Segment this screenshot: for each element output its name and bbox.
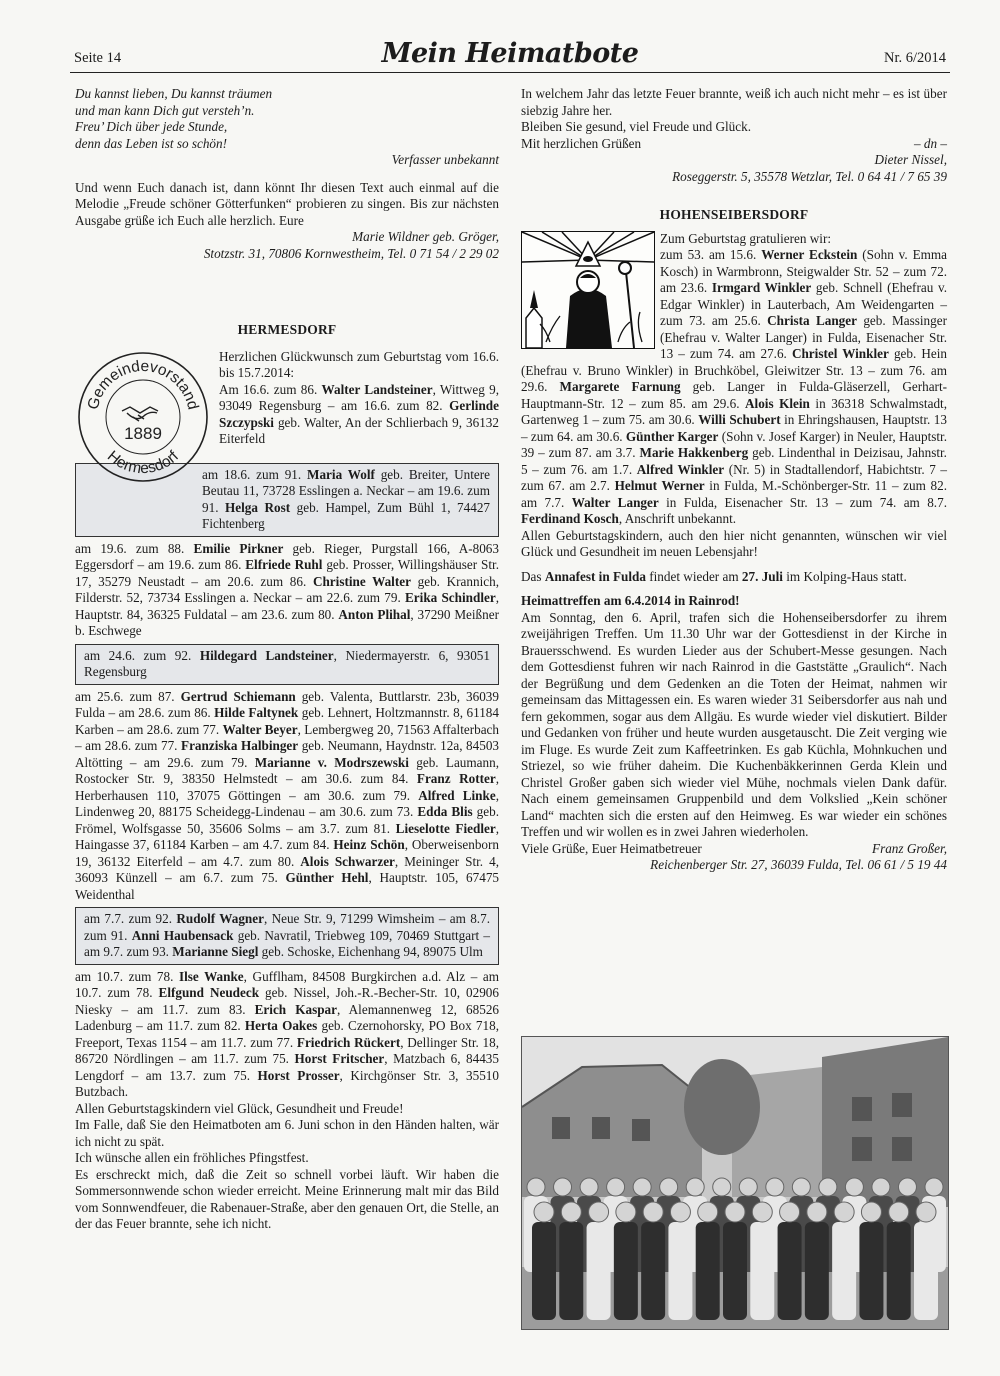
person-name: Erich Kaspar <box>254 1001 337 1017</box>
entry-text: geb. Hein (Ehefrau v. Bruno Winkler) in Bruchköbel, Gleiwitzer Str. 13 – zum 76. am 29.6. <box>521 346 947 394</box>
person <box>614 1222 638 1320</box>
entry-text: geb. Schnell (Ehefrau v. Edgar Winkler) in Lauterbach, Am Weidengarten – zum 73. am 25.6. <box>660 280 947 328</box>
person-head <box>616 1202 636 1222</box>
treffen-title: Heimattreffen am 6.4.2014 in Rainrod! <box>521 593 740 608</box>
person-head <box>792 1178 810 1196</box>
person-name: Christel Winkler <box>791 346 889 361</box>
memory-text: Es erschreckt mich, daß die Zeit so schnell vorbei läuft. Wir haben die Sommersonnwende schon wieder erreicht. Meine Erinnerung malt mir das Bild vom Sonnwendfeuer, die Rabenauer-Straße, aber den genauen Ort, die Stelle, an der das Feuer brannte, sehe ich nicht. <box>75 1166 499 1231</box>
person-head <box>925 1178 943 1196</box>
left-column <box>75 86 499 1233</box>
person-head <box>554 1178 572 1196</box>
highlight-box: am 18.6. zum 91. Maria Wolf geb. Breiter, Untere Beutau 11, 73728 Esslingen a. Neckar – am 19.6. zum 91. Helga Rost geb. Hampel, Zum Bühl 1, 74427 Fichtenberg <box>75 463 499 537</box>
poem-line: Freu’ Dich über jede Stunde, <box>75 119 228 134</box>
poem <box>75 86 499 169</box>
entry-text: , Lembergweg 20, 71563 Affalterbach – am 28.6. zum 77. <box>75 721 499 753</box>
person-name: Ferdinand Kosch <box>521 511 619 526</box>
person-name: Marie Hakkenberg <box>639 445 749 460</box>
person-head <box>698 1202 718 1222</box>
person-head <box>898 1178 916 1196</box>
issue-number: Nr. 6/2014 <box>883 50 946 66</box>
person-head <box>607 1178 625 1196</box>
treffen-report: Am Sonntag, den 6. April, trafen sich die Hohenseibersdorfer zu ihrem zweijährigen Treffen. Um 11.30 Uhr war der Gottesdienst in der Kirche in Brauersschwend. Es wurden Lieder aus der Schubert-Messe gesungen. Nach dem Gottesdienst fuhren wir nach Rainrod in die Gaststätte „Graulich“. Nach der Begrüßung und dem Gedenken an die Toten der Heimat, nahmen wir gemeinsam das Mittagessen ein. Es waren wieder 31 Seibersdorfer aus nah und fern gekommen, sogar aus dem Allgäu. Es wurde wieder viel diskutiert. Bilder und Gedanken von früher und heute wurden ausgetauscht. Die Zeit verging wie im Fluge. Es wurde Zeit zum Kaffeetrinken. Es gab Küchla, Mohnkuchen und Striezel, so wie früher daheim. Die Kuchenbäkkerinnen Gerda Klein und Christel Großer gaben sich wieder viel Mühe, nochmals vielen Dank dafür. Nach einem gemeinsamen Gruppenbild und dem Volkslied „Kein schöner Land“ machten sich die ersten auf den Heimweg. Es war wieder ein schönes Treffen und wir wollen es in zwei Jahren wiederholen. <box>521 609 947 839</box>
person-head <box>766 1178 784 1196</box>
entry-text: geb. Lindenthal in Deizisau, Jahnstr. 5 – zum 76. am 1.7. <box>521 445 947 477</box>
poem-line: denn das Leben ist so schön! <box>75 135 228 151</box>
person-head <box>872 1178 890 1196</box>
treffen-greeting: Viele Grüße, Euer Heimatbetreuer Franz Großer, <box>521 840 947 856</box>
intro-address: Stotzstr. 31, 70806 Kornwestheim, Tel. 0 71 54 / 2 29 02 <box>203 245 499 261</box>
person <box>832 1222 856 1320</box>
person-name: Heinz Schön <box>333 837 405 852</box>
entry-text: am 24.6. zum 92. <box>84 647 200 663</box>
heading-hermesdorf: HERMESDORF <box>237 322 337 337</box>
highlight-box <box>75 644 499 685</box>
hermesdorf-intro <box>75 348 499 477</box>
person-name: Alois Schwarzer <box>300 853 395 869</box>
entry-text: , Haingasse 37, 61184 Karben – am 4.7. zum 84. <box>75 820 499 852</box>
hohenseibersdorf-block <box>521 231 947 528</box>
person-name: Emilie Pirkner <box>193 540 284 556</box>
person-name: Christine Walter <box>312 573 411 589</box>
person-name: Annafest in Fulda <box>544 568 646 584</box>
entry-text: geb. Nissel, Joh.-R.-Becher-Str. 10, 02906 Niesky – am 11.7. zum 83. <box>75 985 499 1017</box>
person-name: Alfred Winkler <box>636 461 725 477</box>
page-number: Seite 14 <box>74 50 122 66</box>
entry-text: geb. Neumann, Haydnstr. 12a, 84503 Altötting – am 29.6. zum 79. <box>75 738 500 770</box>
entry-text: (Nr. 5) in Stadtallendorf, Habichtstr. 7 – zum 67. am 2.7. <box>521 461 947 493</box>
person-name: Franz Rotter <box>416 771 496 786</box>
note: Ich wünsche allen ein fröhliches Pfingstfest. <box>75 1150 309 1165</box>
person-head <box>589 1202 609 1222</box>
entry-text: , Oberweisenborn 19, 36132 Eiterfeld – am 4.7. zum 80. <box>75 837 499 869</box>
person <box>750 1222 774 1320</box>
birthday-list <box>75 689 499 904</box>
handshake-icon <box>122 407 158 421</box>
entry-text: , 37290 Meißner b. Eschwege <box>75 606 499 638</box>
entry-text: , Neue Str. 9, 71299 Wimsheim – am 8.7. zum 91. <box>84 911 490 943</box>
intro-text: Und wenn Euch danach ist, dann könnt Ihr diesen Text auch einmal auf die Melodie „Freude schöner Götterfunken“ probieren zu singen. Bis zur nächsten Ausgabe grüße ich Euch alle herzlich. Eure <box>75 179 499 228</box>
stamp-text-top: Gemeindevorstand <box>84 357 202 411</box>
person-name: Helmut Werner <box>614 478 705 493</box>
person-head <box>713 1178 731 1196</box>
note: Im Falle, daß Sie den Heimatboten am 6. Juni schon in den Händen halten, wär ich nicht zu spät. <box>75 1117 499 1149</box>
person <box>532 1222 556 1320</box>
person-name: Walter Langer <box>571 494 659 510</box>
poem-line: Du kannst lieben, Du kannst träumen <box>75 86 273 101</box>
person-name: Lieselotte Fiedler <box>395 820 496 836</box>
entry-text: , Alemannenweg 12, 68526 Ladenburg – am 11.7. zum 82. <box>75 1001 500 1033</box>
entry-text: zum 53. am 15.6. <box>660 247 762 262</box>
person-name: Rudolf Wagner <box>176 911 264 926</box>
entry-text: in Ehringshausen, Hauptstr. 13 – zum 64. am 30.6. <box>521 412 947 444</box>
closing-greeting: Mit herzlichen Grüßen – dn – <box>521 135 947 151</box>
person-head <box>780 1202 800 1222</box>
entry-text: , Matzbach 6, 84435 Lengdorf – am 13.7. zum 75. <box>75 1051 499 1083</box>
entry-text: geb. Langer in Fulda-Gläserzell, Gerhart-Hauptmann-Str. 12 – zum 85. am 29.6. <box>521 379 947 411</box>
birthday-list <box>75 969 499 1101</box>
person-name: Margarete Farnung <box>559 379 681 394</box>
person-name: Alfred Linke <box>418 787 496 803</box>
person-name: Christa Langer <box>767 313 857 328</box>
annafest-note <box>521 569 947 586</box>
person-head <box>527 1178 545 1196</box>
entry-text: am 7.7. zum 92. <box>84 911 177 926</box>
person <box>778 1222 802 1320</box>
person-head <box>916 1202 936 1222</box>
person <box>559 1222 583 1320</box>
person-name: Erika Schindler <box>405 590 496 605</box>
person-name: Horst Fritscher <box>294 1051 385 1066</box>
entry-text: geb. Czernohorsky, PO Box 718, Freeport, Texas 1154 – am 11.7. zum 77. <box>75 1018 499 1050</box>
person-name: Alois Klein <box>745 395 810 411</box>
entry-text: , Hauptstr. 84, 36325 Fuldatal – am 23.6. zum 80. <box>75 590 499 622</box>
person-head <box>643 1202 663 1222</box>
person-name: Gertrud Schiemann <box>180 688 296 704</box>
right-column <box>521 86 947 874</box>
person-head <box>845 1178 863 1196</box>
person <box>641 1222 665 1320</box>
person-name: Edda Blis <box>417 804 473 819</box>
person-name: Friedrich Rückert <box>296 1034 401 1050</box>
entry-text: (Sohn v. Emma Kosch) in Warmbronn, Steigwalder Str. 52 – zum 72. am 23.6. <box>660 247 948 295</box>
person-name: Marianne Siegl <box>172 944 259 959</box>
person <box>723 1222 747 1320</box>
entry-text: am 10.7. zum 78. <box>75 968 179 984</box>
intro-signature: Marie Wildner geb. Gröger, <box>352 229 499 244</box>
person-name: Hildegard Landsteiner <box>199 647 334 663</box>
highlight-box <box>75 907 499 965</box>
hermesdorf-first-entries: Am 16.6. zum 86. Walter Landsteiner, Wittweg 9, 93049 Regensburg – am 16.6. zum 82. Gerlinde Szczypski geb. Walter, An der Schlierbach 9, 36132 Eiterfeld <box>219 381 499 446</box>
person-name: Willi Schubert <box>698 412 781 427</box>
person-name: Günther Hehl <box>285 870 369 885</box>
stamp-text-bottom: Hermesdorf <box>103 447 183 477</box>
person-name: Franziska Halbinger <box>181 738 299 753</box>
entry-text: , Gufflham, 84508 Burgkirchen a.d. Alz – am 10.7. zum 78. <box>75 968 499 1000</box>
person-head <box>819 1178 837 1196</box>
entry-text: , Lindenweg 20, 88175 Scheidegg-Lindenau – am 30.6. zum 73. <box>75 787 500 819</box>
person <box>668 1222 692 1320</box>
entry-text: , Dellinger Str. 18, 86720 Nördlingen – am 11.7. zum 75. <box>75 1034 500 1066</box>
person-head <box>561 1202 581 1222</box>
person-head <box>686 1178 704 1196</box>
person-name: Anni Haubensack <box>131 927 234 943</box>
entry-text: am 19.6. zum 88. <box>75 540 194 556</box>
person-head <box>739 1178 757 1196</box>
person-head <box>633 1178 651 1196</box>
hermesdorf-greeting: Herzlichen Glückwunsch zum Geburtstag vom 16.6. bis 15.7.2014: <box>219 348 499 380</box>
poem-line: und man kann Dich gut versteh’n. <box>75 102 255 118</box>
person-head <box>670 1202 690 1222</box>
entry-text: , Herberhausen 110, 37075 Göttingen – am 30.6. zum 79. <box>75 771 499 803</box>
poem-author: Verfasser unbekannt <box>391 152 499 167</box>
entry-text: geb. Lehnert, Holtzmannstr. 8, 61184 Karben – am 28.6. zum 77. <box>75 705 499 737</box>
person-head <box>807 1202 827 1222</box>
person-name: Horst Prosser <box>257 1067 340 1083</box>
entry-text: geb. Rieger, Purgstall 166, A-8063 Eggersdorf – am 19.6. zum 86. <box>75 540 499 572</box>
entry-text: geb. Prosser, Willingshäuser Str. 17, 35279 Neustadt – am 20.6. zum 86. <box>75 557 500 589</box>
address-nissel: Roseggerstr. 5, 35578 Wetzlar, Tel. 0 64 41 / 7 65 39 <box>672 168 947 184</box>
entry-text: findet wieder am <box>645 568 742 584</box>
person-head <box>725 1202 745 1222</box>
person-head <box>534 1202 554 1222</box>
signature-nissel: Dieter Nissel, <box>874 152 947 167</box>
entry-text: in Fulda, Eisenacher Str. 13 – zum 74. am 8.7. <box>658 494 947 510</box>
person <box>859 1222 883 1320</box>
person-name: Herta Oakes <box>244 1018 318 1033</box>
stamp-year: 1889 <box>124 423 162 443</box>
address-grosser: Reichenberger Str. 27, 36039 Fulda, Tel. 06 61 / 5 19 44 <box>650 857 947 872</box>
person-head <box>889 1202 909 1222</box>
entry-text: , Meininger Str. 4, 36093 Künzell – am 6.7. zum 75. <box>75 853 499 885</box>
hohenseibersdorf-birthdays <box>521 231 947 528</box>
hohenseibersdorf-wishes: Allen Geburtstagskindern, auch den hier nicht genannten, wünschen wir viel Glück und Gesundheit im neuen Lebensjahr! <box>521 527 947 559</box>
birthday-list <box>75 541 499 640</box>
person <box>887 1222 911 1320</box>
entry-text: , Hauptstr. 105, 67475 Weidenthal <box>75 870 500 902</box>
person <box>914 1222 938 1320</box>
entry-text: geb. Navratil, Triebweg 109, 70469 Stuttgart – am 9.7. zum 93. <box>84 927 491 959</box>
entry-text: geb. Valenta, Buttlarstr. 23b, 36039 Fulda – am 28.6. zum 86. <box>75 688 499 720</box>
memory-continued: In welchem Jahr das letzte Feuer brannte, weiß ich auch nicht mehr – es ist über siebzig Jahre her. <box>521 86 947 118</box>
person-head <box>752 1202 772 1222</box>
intro-line: Zum Geburtstag gratulieren wir: <box>660 230 832 246</box>
entry-text: geb. Massinger (Ehefrau v. Walter Langer) in Fulda, Eisenacher Str. 13 – zum 74. am 27.6. <box>660 313 947 361</box>
wishes: Allen Geburtstagskindern viel Glück, Gesundheit und Freude! <box>75 1100 404 1116</box>
entry-text: geb. Schoske, Eichenhang 94, 89075 Ulm <box>258 944 483 959</box>
person <box>805 1222 829 1320</box>
person-name: Irmgard Winkler <box>711 280 812 295</box>
entry-text: in Fulda, M.-Schönberger-Str. 11 – zum 82. am 7.7. <box>521 478 947 510</box>
masthead: Mein Heimatbote <box>381 38 639 69</box>
entry-text: Das <box>521 568 545 584</box>
entry-text: in 36318 Schwalmstadt, Gartenweg 1 – zum 75. am 30.6. <box>521 395 947 427</box>
group-photo <box>521 1036 949 1330</box>
person-name: Hilde Faltynek <box>214 705 299 720</box>
person-head <box>660 1178 678 1196</box>
entry-text: geb. Krannich, Filderstr. 52, 73734 Esslingen a. Neckar – am 22.6. zum 79. <box>75 573 499 605</box>
person-name: Ilse Wanke <box>178 968 244 984</box>
person-name: Günther Karger <box>625 428 719 444</box>
entry-text: , Niedermayerstr. 6, 93051 Regensburg <box>84 647 490 679</box>
entry-text: geb. Frömel, Wolfsgasse 50, 35606 Solms – am 3.7. zum 81. <box>75 804 500 836</box>
closing-wish: Bleiben Sie gesund, viel Freude und Glück. <box>521 119 752 134</box>
person-name: Anton Plihal <box>338 606 411 622</box>
person-name: Walter Beyer <box>222 721 298 737</box>
person-head <box>580 1178 598 1196</box>
municipal-stamp <box>75 349 211 485</box>
person-name: Marianne v. Modrszewski <box>254 754 409 770</box>
person <box>696 1222 720 1320</box>
page-header <box>70 40 950 73</box>
entry-text: im Kolping-Haus statt. <box>782 568 907 584</box>
person <box>587 1222 611 1320</box>
entry-text: , Kirchgönser Str. 3, 35510 Butzbach. <box>75 1067 499 1099</box>
author-initials: – dn – <box>914 135 947 151</box>
person-name: Elfgund Neudeck <box>158 985 260 1000</box>
person-name: Elfriede Ruhl <box>245 557 323 572</box>
person-head <box>861 1202 881 1222</box>
heading-hohenseibersdorf: HOHENSEIBERSDORF <box>659 207 809 222</box>
entry-text: (Sohn v. Josef Karger) in Neuler, Hauptstr. 39 – zum 87. am 3.7. <box>521 428 947 460</box>
entry-text: am 25.6. zum 87. <box>75 688 181 704</box>
person-head <box>834 1202 854 1222</box>
entry-text: geb. Laumann, Rostocker Str. 9, 38350 Helmstedt – am 30.6. zum 84. <box>75 754 499 786</box>
entry-text: , Anschrift unbekannt. <box>618 511 737 526</box>
person-name: 27. Juli <box>741 568 783 584</box>
person-name: Werner Eckstein <box>761 247 858 262</box>
